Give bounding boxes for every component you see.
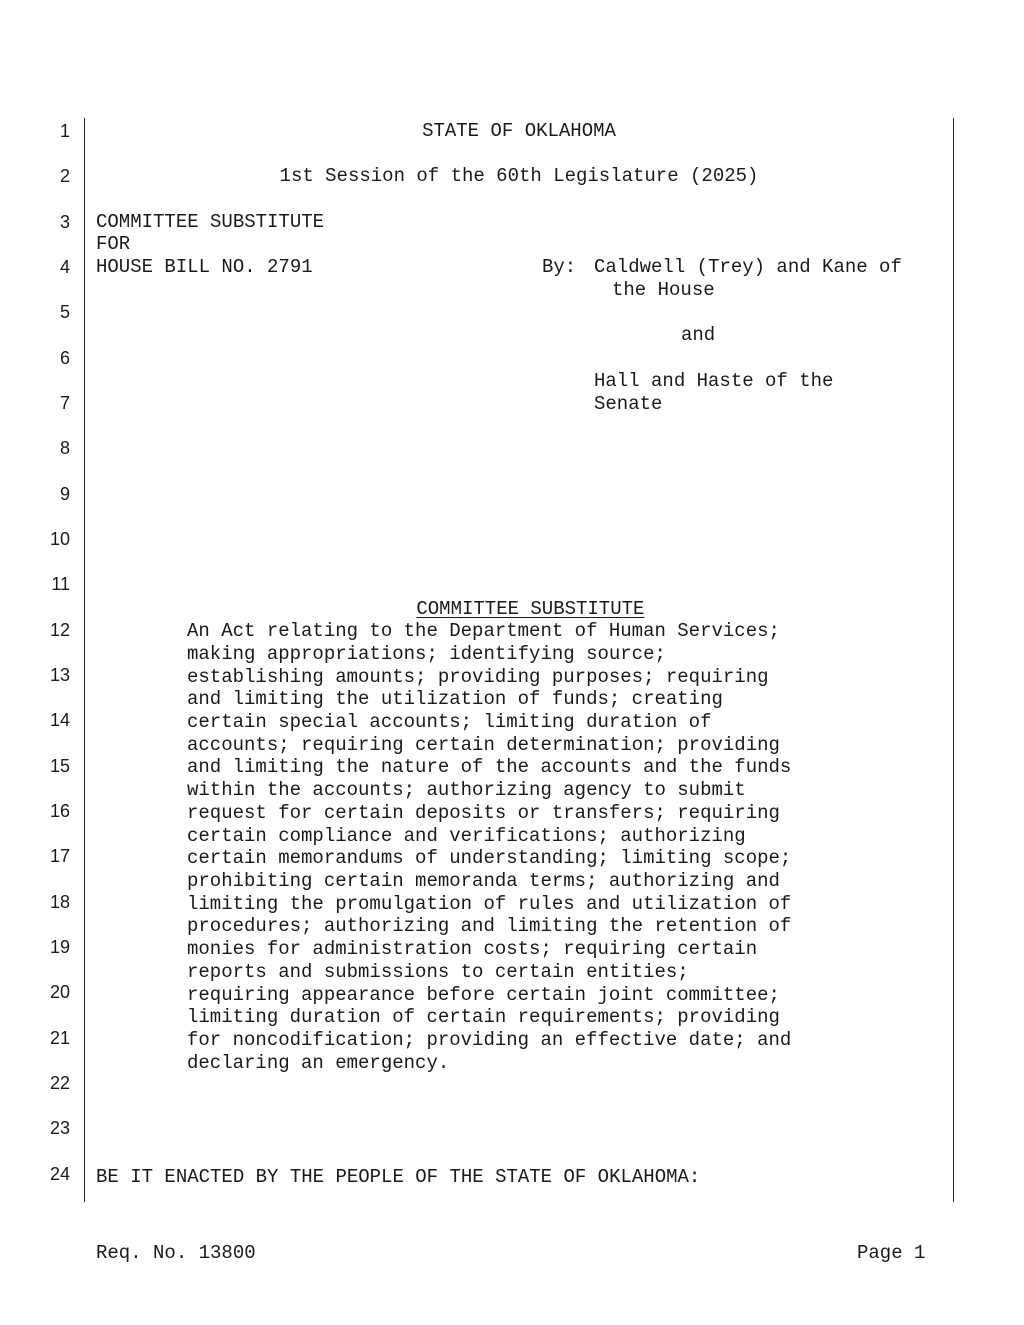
bill-number: HOUSE BILL NO. 2791 (96, 256, 313, 278)
enacting-clause: BE IT ENACTED BY THE PEOPLE OF THE STATE OF OKLAHOMA: (96, 1166, 701, 1188)
line-number: 20 (49, 982, 70, 1002)
line-number: 13 (49, 665, 70, 685)
line-number: 5 (59, 302, 70, 322)
act-title-line: requiring appearance before certain joint committee; (187, 984, 780, 1006)
act-title-line: establishing amounts; providing purposes; requiring (187, 666, 769, 688)
line-number: 4 (59, 257, 70, 277)
act-title-line: certain memorandums of understanding; limiting scope; (187, 847, 792, 869)
line-number: 19 (49, 937, 70, 957)
bill-line-for: FOR (96, 233, 131, 255)
act-title-line: reports and submissions to certain entities; (187, 961, 689, 983)
state-title: STATE OF OKLAHOMA (422, 120, 616, 142)
act-title-line: making appropriations; identifying source; (187, 643, 666, 665)
line-number: 24 (49, 1164, 70, 1184)
left-margin-rule (84, 118, 85, 1202)
line-number: 21 (49, 1028, 70, 1048)
by-label: By: (542, 256, 577, 278)
act-title-line: request for certain deposits or transfers; requiring (187, 802, 780, 824)
line-number: 18 (49, 892, 70, 912)
line-number: 15 (49, 756, 70, 776)
house-authors: Caldwell (Trey) and Kane of (594, 256, 902, 278)
session-title: 1st Session of the 60th Legislature (2025) (279, 165, 759, 187)
act-title-line: and limiting the nature of the accounts and the funds (187, 756, 792, 778)
act-title-line: procedures; authorizing and limiting the retention of (187, 915, 792, 937)
act-title-line: monies for administration costs; requiring certain (187, 938, 758, 960)
act-title-line: and limiting the utilization of funds; creating (187, 688, 723, 710)
line-number: 8 (59, 438, 70, 458)
line-number: 17 (49, 846, 70, 866)
right-margin-rule (953, 118, 954, 1202)
committee-substitute-heading-text: COMMITTEE SUBSTITUTE (416, 598, 645, 620)
line-number: 10 (49, 529, 70, 549)
request-number: Req. No. 13800 (96, 1242, 256, 1264)
line-number: 9 (59, 484, 70, 504)
line-number: 1 (59, 121, 70, 141)
line-number: 12 (49, 620, 70, 640)
line-number: 7 (59, 393, 70, 413)
act-title-line: certain compliance and verifications; authorizing (187, 825, 746, 847)
line-number: 23 (49, 1118, 70, 1138)
committee-substitute-heading (85, 575, 953, 621)
act-title-line: An Act relating to the Department of Human Services; (187, 620, 780, 642)
bill-line-committee-substitute: COMMITTEE SUBSTITUTE (96, 211, 325, 233)
act-title-line: within the accounts; authorizing agency to submit (187, 779, 746, 801)
act-title-line: for noncodification; providing an effective date; and (187, 1029, 792, 1051)
act-title-line: declaring an emergency. (187, 1052, 450, 1074)
act-title-line: limiting the promulgation of rules and utilization of (187, 893, 792, 915)
act-title-line: accounts; requiring certain determination; providing (187, 734, 780, 756)
line-number: 14 (49, 710, 70, 730)
authors-and: and (681, 324, 716, 346)
page-number: Page 1 (857, 1242, 926, 1264)
act-title-line: limiting duration of certain requirements; providing (187, 1006, 780, 1028)
line-number: 6 (59, 348, 70, 368)
line-number: 3 (59, 212, 70, 232)
line-number: 11 (51, 574, 70, 594)
line-number: 16 (49, 801, 70, 821)
house-authors-cont: the House (612, 279, 715, 301)
line-number: 2 (59, 166, 70, 186)
senate-authors: Hall and Haste of the (594, 370, 834, 392)
act-title-line: prohibiting certain memoranda terms; authorizing and (187, 870, 780, 892)
senate-authors-cont: Senate (594, 393, 663, 415)
act-title-line: certain special accounts; limiting duration of (187, 711, 712, 733)
line-number: 22 (49, 1073, 70, 1093)
